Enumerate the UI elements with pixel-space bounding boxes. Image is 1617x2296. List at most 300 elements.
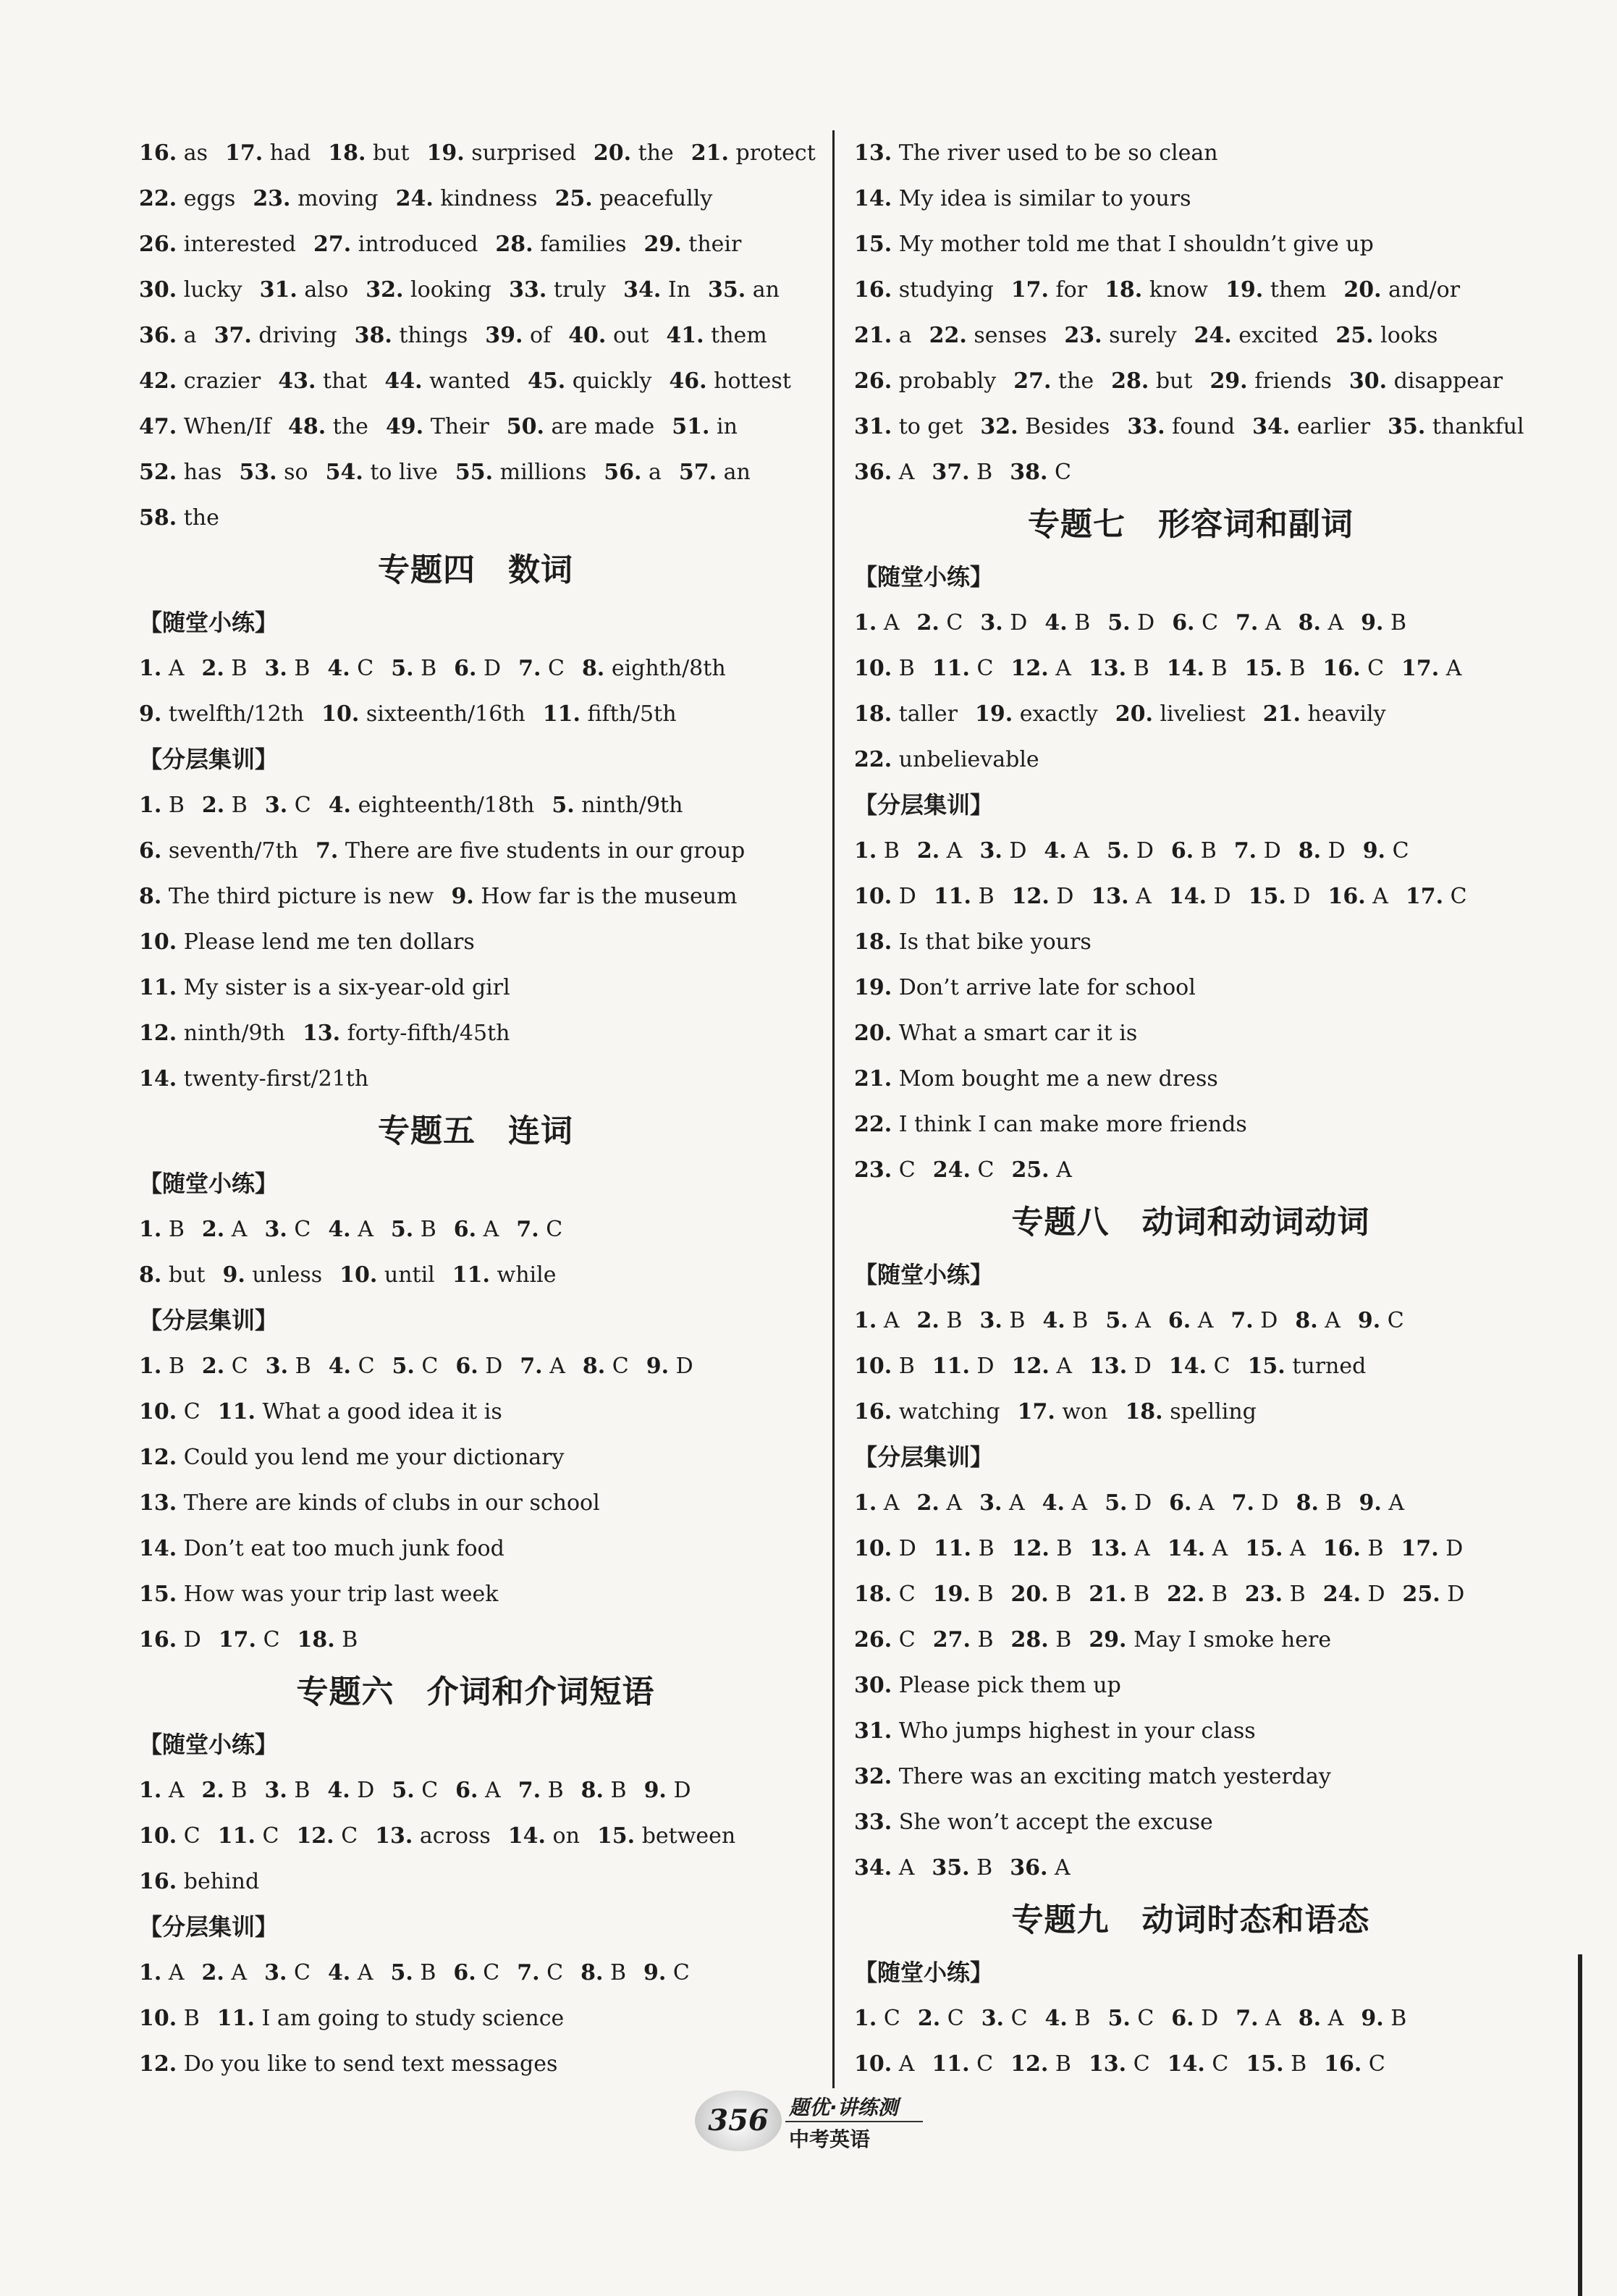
answer-item	[218, 1823, 279, 1849]
answer-text: D	[1137, 610, 1155, 636]
question-number: 15.	[1248, 884, 1286, 909]
subsection-heading: 【随堂小练】	[139, 609, 279, 636]
question-number: 40.	[568, 323, 607, 348]
answer-text: A	[1073, 838, 1089, 864]
question-number: 14.	[507, 1823, 546, 1849]
answer-item	[1236, 2006, 1281, 2031]
answer-line	[854, 919, 1527, 965]
answer-line	[854, 1799, 1527, 1845]
question-number: 18.	[297, 1627, 335, 1653]
answer-text: A	[1265, 610, 1281, 636]
answer-item	[854, 747, 1039, 772]
answer-item	[1194, 323, 1319, 348]
answer-item	[339, 1262, 435, 1288]
question-number: 5.	[552, 793, 575, 818]
question-number: 4.	[1044, 838, 1067, 864]
answer-item	[139, 1021, 285, 1046]
answer-text: B	[976, 1855, 993, 1881]
answer-item	[623, 277, 691, 303]
answer-text: looks	[1380, 323, 1438, 348]
answer-item	[854, 2006, 900, 2031]
answer-line	[854, 1102, 1527, 1147]
question-number: 9.	[643, 1778, 667, 1803]
question-number: 3.	[264, 1778, 287, 1803]
answer-text: B	[294, 656, 311, 681]
question-number: 22.	[1167, 1582, 1205, 1607]
answer-item	[391, 1217, 436, 1242]
answer-line	[854, 1298, 1527, 1343]
answer-text: What a good idea it is	[262, 1399, 502, 1425]
question-number: 33.	[509, 277, 547, 303]
answer-text: ninth/9th	[183, 1021, 285, 1046]
answer-item	[979, 1490, 1025, 1516]
answer-text: A	[168, 656, 185, 681]
answer-item	[929, 323, 1047, 348]
answer-item	[1012, 884, 1074, 909]
answer-item	[366, 277, 491, 303]
answer-item	[854, 610, 900, 636]
answer-text: C	[546, 1217, 563, 1242]
answer-item	[329, 793, 535, 818]
answer-text: B	[1133, 1582, 1150, 1607]
answer-item	[854, 277, 994, 303]
answer-text: twenty-first/21th	[183, 1066, 369, 1092]
answer-item	[139, 838, 298, 864]
answer-item	[1011, 277, 1087, 303]
question-number: 10.	[854, 884, 892, 909]
answer-item	[854, 140, 1218, 166]
subsection-heading: 【随堂小练】	[854, 1261, 994, 1288]
answer-text: C	[294, 1217, 311, 1242]
answer-text: A	[1327, 610, 1344, 636]
answer-item	[139, 1582, 498, 1607]
answer-line	[854, 1754, 1527, 1799]
answer-item	[1359, 1490, 1405, 1516]
answer-item	[517, 1960, 563, 1985]
answer-text: unbelievable	[898, 747, 1039, 772]
question-number: 2.	[201, 1217, 225, 1242]
answer-text: A	[1056, 1354, 1073, 1379]
question-number: 15.	[854, 232, 892, 257]
answer-line	[139, 1252, 812, 1298]
answer-line	[854, 691, 1527, 737]
answer-item	[202, 1217, 248, 1242]
question-number: 11.	[933, 1536, 972, 1561]
answer-text: B	[1055, 1582, 1072, 1607]
answer-text: looking	[410, 277, 492, 303]
answer-text: of	[530, 323, 552, 348]
answer-text: to live	[370, 460, 438, 485]
question-number: 12.	[1011, 1536, 1050, 1561]
answer-item	[854, 1354, 915, 1379]
question-number: 17.	[1405, 884, 1444, 909]
answer-item	[1401, 656, 1461, 681]
answer-line	[854, 737, 1527, 782]
answer-text: Besides	[1025, 414, 1110, 439]
answer-item	[328, 1217, 373, 1242]
answer-text: A	[898, 2051, 915, 2077]
question-number: 13.	[1088, 2051, 1127, 2077]
answer-line	[139, 965, 812, 1010]
question-number: 10.	[321, 701, 360, 727]
answer-item	[375, 1823, 491, 1849]
answer-item	[1295, 1308, 1341, 1333]
question-number: 10.	[854, 656, 892, 681]
question-number: 58.	[139, 505, 177, 531]
answer-item	[139, 1778, 185, 1803]
answer-text: B	[1009, 1308, 1026, 1333]
answer-text: A	[883, 1308, 900, 1333]
answer-item	[278, 368, 367, 394]
answer-text: A	[1388, 1490, 1405, 1516]
answer-text: kindness	[440, 186, 538, 211]
answer-line	[854, 646, 1527, 691]
subsection-heading: 【分层集训】	[139, 1913, 279, 1941]
answer-item	[139, 1490, 600, 1516]
answer-text: C	[898, 1157, 916, 1183]
answer-item	[1012, 1354, 1072, 1379]
answer-item	[1403, 1582, 1465, 1607]
answer-item	[1010, 1855, 1070, 1881]
answer-item	[1089, 1354, 1152, 1379]
answer-text: things	[399, 323, 468, 348]
answer-line	[854, 1617, 1527, 1663]
answer-text: D	[1263, 838, 1281, 864]
answer-text: D	[1367, 1582, 1385, 1607]
question-number: 18.	[328, 140, 366, 166]
question-number: 3.	[979, 838, 1002, 864]
question-number: 20.	[1010, 1582, 1049, 1607]
answer-text: C	[1054, 460, 1071, 485]
answer-item	[355, 323, 468, 348]
question-number: 24.	[932, 1157, 971, 1183]
answer-text: B	[420, 1217, 436, 1242]
answer-text: D	[898, 1536, 916, 1561]
answer-item	[225, 140, 311, 166]
answer-text: A	[483, 1217, 499, 1242]
answer-item	[543, 701, 677, 727]
answer-text: A	[1135, 1308, 1151, 1333]
question-number: 16.	[854, 1399, 892, 1425]
answer-text: D	[484, 656, 502, 681]
answer-text: spelling	[1170, 1399, 1257, 1425]
answer-item	[555, 186, 713, 211]
answer-text: lucky	[183, 277, 242, 303]
answer-text: and/or	[1388, 277, 1461, 303]
answer-item	[1044, 838, 1089, 864]
answer-text: B	[898, 656, 915, 681]
question-number: 9.	[1362, 838, 1386, 864]
answer-line	[854, 313, 1527, 358]
answer-item	[597, 1823, 735, 1849]
answer-text: out	[612, 323, 649, 348]
answer-item	[1299, 2006, 1344, 2031]
question-number: 11.	[452, 1262, 490, 1288]
answer-item	[452, 1262, 557, 1288]
question-number: 9.	[1359, 1490, 1382, 1516]
answer-line	[139, 495, 812, 541]
answer-text: C	[358, 1354, 375, 1379]
answer-item	[239, 460, 308, 485]
question-number: 13.	[854, 140, 892, 166]
question-number: 29.	[1089, 1627, 1127, 1653]
answer-text: B	[978, 1536, 995, 1561]
answer-text: B	[883, 838, 900, 864]
question-number: 17.	[1017, 1399, 1055, 1425]
question-number: 5.	[392, 1354, 415, 1379]
answer-item	[1171, 838, 1217, 864]
answer-item	[139, 368, 261, 394]
answer-text: B	[1325, 1490, 1342, 1516]
question-number: 21.	[1262, 701, 1301, 727]
answer-text: B	[898, 1354, 915, 1379]
answer-item	[1358, 1308, 1404, 1333]
answer-item	[1089, 1582, 1149, 1607]
answer-item	[328, 1960, 373, 1985]
answer-text: A	[168, 1960, 185, 1985]
answer-text: B	[977, 1627, 994, 1653]
question-number: 11.	[933, 884, 972, 909]
answer-item	[975, 701, 1098, 727]
question-number: 48.	[288, 414, 326, 439]
answer-text: A	[1265, 2006, 1281, 2031]
answer-item	[139, 140, 208, 166]
answer-text: B	[1211, 656, 1228, 681]
answer-item	[288, 414, 368, 439]
question-number: 3.	[265, 1354, 289, 1379]
question-number: 52.	[139, 460, 177, 485]
answer-text: A	[1212, 1536, 1228, 1561]
answer-item	[854, 460, 914, 485]
answer-text: D	[675, 1354, 693, 1379]
answer-text: The river used to be so clean	[898, 140, 1218, 166]
answer-text: an	[752, 277, 780, 303]
answer-item	[1169, 884, 1231, 909]
answer-text: C	[231, 1354, 248, 1379]
question-number: 18.	[854, 701, 892, 727]
question-number: 15.	[596, 1823, 636, 1849]
question-number: 21.	[691, 140, 729, 166]
answer-text: D	[1261, 1490, 1279, 1516]
answer-item	[1010, 460, 1071, 485]
answer-line	[139, 1056, 812, 1102]
answer-text: probably	[898, 368, 997, 394]
answer-text: fifth/5th	[587, 701, 677, 727]
answer-item	[980, 414, 1110, 439]
question-number: 18.	[1125, 1399, 1163, 1425]
question-number: 13.	[1088, 656, 1127, 681]
answer-item	[1107, 838, 1154, 864]
answer-text: eggs	[183, 186, 236, 211]
question-number: 8.	[1296, 1490, 1319, 1516]
answer-item	[139, 186, 235, 211]
answer-item	[1107, 2006, 1154, 2031]
answer-line	[854, 2041, 1527, 2087]
answer-item	[384, 368, 510, 394]
answer-item	[264, 656, 310, 681]
question-number: 23.	[854, 1157, 892, 1183]
answer-item	[582, 656, 726, 681]
answer-item	[455, 1354, 502, 1379]
question-number: 49.	[385, 414, 424, 439]
answer-text: B	[231, 793, 248, 818]
answer-text: B	[1074, 2006, 1091, 2031]
answer-line	[854, 1056, 1527, 1102]
answer-item	[854, 232, 1374, 257]
question-number: 39.	[485, 323, 523, 348]
question-number: 10.	[339, 1262, 378, 1288]
answer-text: There are five students in our group	[345, 838, 746, 864]
answer-line	[854, 267, 1527, 313]
question-number: 16.	[854, 277, 892, 303]
answer-text: seventh/7th	[168, 838, 298, 864]
answer-text: turned	[1292, 1354, 1367, 1379]
answer-item	[1105, 1490, 1152, 1516]
question-number: 24.	[395, 186, 434, 211]
question-number: 17.	[1401, 656, 1440, 681]
answer-line	[854, 1663, 1527, 1708]
answer-text: Please lend me ten dollars	[183, 929, 475, 955]
question-number: 4.	[1042, 1490, 1065, 1516]
answer-text: A	[1325, 1308, 1341, 1333]
answer-text: D	[1260, 1308, 1278, 1333]
answer-text: A	[1290, 1536, 1306, 1561]
answer-item	[1322, 656, 1384, 681]
question-number: 1.	[139, 1960, 162, 1985]
question-number: 12.	[1010, 2051, 1049, 2077]
answer-text: excited	[1238, 323, 1319, 348]
question-number: 8.	[139, 884, 162, 909]
answer-item	[202, 1354, 248, 1379]
question-number: 1.	[854, 838, 877, 864]
answer-text: A	[1199, 1490, 1215, 1516]
answer-line	[854, 221, 1527, 267]
question-number: 2.	[916, 1490, 940, 1516]
question-number: 1.	[854, 1490, 877, 1516]
answer-text: C	[183, 1399, 200, 1425]
answer-item	[1044, 610, 1090, 636]
answer-item	[392, 1354, 439, 1379]
question-number: 17.	[218, 1627, 257, 1653]
question-number: 10.	[854, 1536, 892, 1561]
answer-item	[1091, 884, 1151, 909]
question-number: 6.	[1170, 838, 1194, 864]
answer-text: earlier	[1296, 414, 1371, 439]
answer-line	[139, 1010, 812, 1056]
question-number: 12.	[139, 2051, 177, 2077]
question-number: 23.	[1064, 323, 1102, 348]
answer-item	[139, 656, 185, 681]
answer-text: B	[183, 2006, 200, 2031]
question-number: 16.	[139, 140, 177, 166]
answer-item	[326, 460, 438, 485]
answer-text: but	[168, 1262, 206, 1288]
question-number: 4.	[327, 1778, 350, 1803]
answer-line	[854, 1480, 1527, 1526]
answer-text: C	[672, 1960, 690, 1985]
right-column	[854, 130, 1527, 2087]
answer-line	[854, 450, 1527, 495]
answer-text: A	[1056, 1157, 1072, 1183]
answer-text: heavily	[1307, 701, 1386, 727]
answer-item	[265, 793, 311, 818]
answer-text: exactly	[1019, 701, 1098, 727]
question-number: 3.	[264, 793, 288, 818]
answer-text: B	[168, 1217, 185, 1242]
subsection-heading: 【随堂小练】	[139, 1170, 279, 1197]
answer-item	[1236, 610, 1281, 636]
question-number: 9.	[1361, 2006, 1384, 2031]
question-number: 8.	[581, 656, 605, 681]
answer-item	[934, 1536, 995, 1561]
question-number: 4.	[328, 1217, 351, 1242]
answer-item	[1169, 1354, 1230, 1379]
answer-text: Don’t arrive late for school	[898, 975, 1196, 1000]
answer-text: D	[673, 1778, 691, 1803]
answer-item	[1327, 884, 1388, 909]
answer-item	[507, 414, 655, 439]
answer-item	[581, 1778, 627, 1803]
question-number: 11.	[932, 656, 970, 681]
question-number: 26.	[139, 232, 177, 257]
answer-text: A	[1197, 1308, 1214, 1333]
answer-text: hottest	[714, 368, 791, 394]
answer-item	[202, 793, 248, 818]
question-number: 7.	[517, 1960, 540, 1985]
answer-text: eighth/8th	[611, 656, 726, 681]
left-column	[139, 130, 816, 2087]
question-number: 18.	[1105, 277, 1143, 303]
answer-text: interested	[183, 232, 296, 257]
answer-text: D	[1136, 838, 1154, 864]
answer-item	[202, 656, 248, 681]
answer-text: A	[1445, 656, 1462, 681]
answer-item	[139, 929, 475, 955]
answer-item	[644, 232, 742, 257]
question-number: 14.	[1168, 884, 1207, 909]
question-number: 16.	[1322, 1536, 1361, 1561]
answer-text: sixteenth/16th	[366, 701, 525, 727]
answer-item	[1245, 1536, 1305, 1561]
question-number: 7.	[1233, 838, 1257, 864]
answer-text: B	[168, 1354, 185, 1379]
answer-item	[516, 1217, 562, 1242]
answer-item	[980, 610, 1027, 636]
answer-item	[139, 1823, 200, 1849]
question-number: 31.	[259, 277, 297, 303]
answer-text: A	[883, 1490, 900, 1516]
question-number: 10.	[139, 2006, 177, 2031]
question-number: 35.	[708, 277, 746, 303]
question-number: 4.	[1044, 2006, 1068, 2031]
page-edge-mark	[1578, 1954, 1582, 2296]
answer-item	[1388, 414, 1524, 439]
section-heading: 专题五 连词	[378, 1113, 573, 1149]
answer-text: Could you lend me your dictionary	[183, 1445, 565, 1470]
question-number: 21.	[854, 1066, 892, 1092]
answer-item	[386, 414, 489, 439]
question-number: 3.	[264, 1960, 287, 1985]
answer-item	[264, 1217, 311, 1242]
question-number: 9.	[1361, 610, 1384, 636]
answer-text: A	[357, 1960, 373, 1985]
answer-text: May I smoke here	[1133, 1627, 1332, 1653]
section-heading: 专题八 动词和动词动词	[1011, 1204, 1370, 1241]
answer-line	[139, 1526, 812, 1571]
answer-item	[854, 1021, 1137, 1046]
answer-item	[139, 1066, 368, 1092]
question-number: 16.	[139, 1869, 177, 1894]
